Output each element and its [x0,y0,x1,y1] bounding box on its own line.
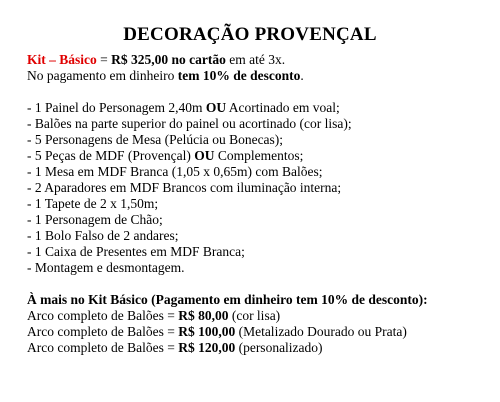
list-item [27,116,352,132]
list-item-text: - 1 Personagem de Chão; [27,212,163,227]
extras-line [27,340,323,356]
cash-discount-line [27,68,304,84]
extras-line-label: Arco completo de Balões = [27,340,179,355]
extras-line-note: (personalizado) [235,340,323,355]
cash-suffix: . [300,68,304,83]
extras-line [27,308,280,324]
list-item-emphasis: OU [194,148,215,163]
list-item [27,100,340,116]
list-item-text: - Balões na parte superior do painel ou acortinado (cor lisa); [27,116,352,131]
cash-discount: tem 10% de desconto [177,68,301,83]
list-item [27,132,283,148]
list-item [27,260,184,276]
extras-line-price: R$ 80,00 [178,308,229,323]
list-item [27,228,178,244]
list-item-text: - 1 Bolo Falso de 2 andares; [27,228,179,243]
kit-label: Kit – Básico [27,52,97,67]
extras-line-label: Arco completo de Balões = [27,324,179,339]
extras-line-note: (cor lisa) [228,308,281,323]
list-item-text: - 5 Peças de MDF (Provençal) [27,148,195,163]
extras-heading [27,292,428,308]
extras-heading-text: À mais no Kit Básico (Pagamento em dinheiro tem 10% de desconto): [27,292,428,307]
extras-line-note: (Metalizado Dourado ou Prata) [235,324,407,339]
list-item-emphasis: OU [205,100,227,115]
installments-text: em até 3x. [225,52,286,67]
list-item-text: - 1 Painel do Personagem 2,40m [27,100,206,115]
list-item-text: - Montagem e desmontagem. [27,260,185,275]
list-item-text: - 1 Mesa em MDF Branca (1,05 x 0,65m) com Balões; [27,164,323,179]
cash-prefix: No pagamento em dinheiro [27,68,178,83]
list-item [27,212,163,228]
extras-line-price: R$ 100,00 [178,324,236,339]
page-title: DECORAÇÃO PROVENÇAL [123,24,377,45]
list-item [27,244,245,260]
extras-line [27,324,407,340]
list-item-text: - 5 Personagens de Mesa (Pelúcia ou Bonecas); [27,132,284,147]
list-item [27,164,322,180]
kit-price-line [27,52,285,68]
list-item-text: - 2 Aparadores em MDF Brancos com iluminação interna; [27,180,342,195]
list-item-text-tail: Acortinado em voal; [226,100,340,115]
list-item [27,196,158,212]
extras-line-price: R$ 120,00 [178,340,236,355]
list-item [27,148,303,164]
list-item-text-tail: Complementos; [214,148,304,163]
list-item-text: - 1 Tapete de 2 x 1,50m; [27,196,159,211]
extras-line-label: Arco completo de Balões = [27,308,179,323]
kit-price: R$ 325,00 no cartão [111,52,226,67]
list-item-text: - 1 Caixa de Presentes em MDF Branca; [27,244,245,259]
list-item [27,180,341,196]
equals-sign: = [96,52,112,67]
